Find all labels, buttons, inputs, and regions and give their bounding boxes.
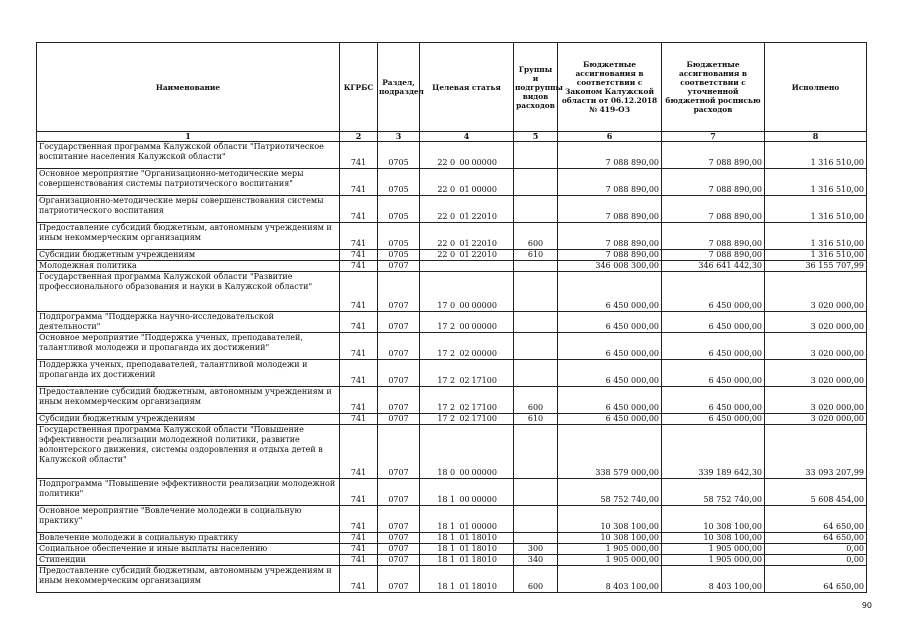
row-name: Основное мероприятие "Организационно-методические меры совершенствования системы патриотического воспитания" [37,169,340,196]
row-law-amount: 10 308 100,00 [558,506,662,533]
row-law-amount: 6 450 000,00 [558,333,662,360]
row-kgrbs: 741 [340,250,378,261]
row-refined-amount: 1 905 000,00 [662,544,765,555]
row-refined-amount: 339 189 642,30 [662,425,765,479]
target-article-part: 18010 [471,582,497,591]
target-article-part: 2 [449,414,456,423]
row-section: 0707 [378,555,420,566]
row-target-article [420,533,514,544]
target-article-part: 17100 [471,403,497,412]
row-kgrbs: 741 [340,312,378,333]
row-kgrbs: 741 [340,169,378,196]
row-expense-group [514,425,558,479]
row-executed-amount: 0,00 [765,544,867,555]
row-target-article [420,544,514,555]
row-name: Субсидии бюджетным учреждениям [37,250,340,261]
row-kgrbs: 741 [340,533,378,544]
row-refined-amount: 7 088 890,00 [662,196,765,223]
row-kgrbs: 741 [340,333,378,360]
column-number: 1 [37,132,340,142]
row-expense-group [514,142,558,169]
row-executed-amount: 3 020 000,00 [765,360,867,387]
table-row [37,479,867,506]
target-article-part: 2 [449,376,456,385]
row-name: Государственная программа Калужской области "Патриотическое воспитание населения Калужской области" [37,142,340,169]
table-row [37,544,867,555]
row-law-amount: 10 308 100,00 [558,533,662,544]
row-law-amount: 7 088 890,00 [558,250,662,261]
target-article-part: 2 [449,322,456,331]
target-article-part: 00000 [471,522,497,531]
row-refined-amount: 6 450 000,00 [662,414,765,425]
row-kgrbs: 741 [340,544,378,555]
row-target-article [420,250,514,261]
target-article-part: 01 [459,555,470,564]
target-article-part: 02 [459,403,470,412]
row-refined-amount: 8 403 100,00 [662,566,765,593]
column-number: 6 [558,132,662,142]
row-expense-group [514,169,558,196]
row-section: 0707 [378,387,420,414]
column-number: 3 [378,132,420,142]
row-kgrbs: 741 [340,555,378,566]
table-row [37,506,867,533]
table-row [37,566,867,593]
row-executed-amount: 36 155 707,99 [765,261,867,272]
row-expense-group: 610 [514,250,558,261]
column-number: 4 [420,132,514,142]
row-refined-amount: 6 450 000,00 [662,360,765,387]
row-section: 0705 [378,142,420,169]
row-refined-amount: 346 641 442,30 [662,261,765,272]
row-law-amount: 6 450 000,00 [558,414,662,425]
row-section: 0705 [378,223,420,250]
target-article-part: 22 [437,239,448,248]
row-section: 0707 [378,533,420,544]
page-number: 90 [861,601,872,610]
target-article-part: 18 [437,555,448,564]
row-kgrbs: 741 [340,566,378,593]
row-executed-amount: 5 608 454,00 [765,479,867,506]
row-executed-amount: 1 316 510,00 [765,169,867,196]
row-law-amount: 6 450 000,00 [558,312,662,333]
row-section: 0707 [378,261,420,272]
row-refined-amount: 1 905 000,00 [662,555,765,566]
row-law-amount: 8 403 100,00 [558,566,662,593]
row-refined-amount: 6 450 000,00 [662,387,765,414]
row-expense-group [514,196,558,223]
header-groups: Группы и подгруппы видов расходов [514,43,558,132]
row-expense-group: 600 [514,223,558,250]
row-name: Поддержка ученых, преподавателей, талантливой молодежи и пропаганда их достижений [37,360,340,387]
target-article-part: 18 [437,468,448,477]
row-law-amount: 7 088 890,00 [558,196,662,223]
row-law-amount: 6 450 000,00 [558,272,662,312]
header-refined: Бюджетные ассигнования в соответствии с уточненной бюджетной росписью расходов [662,43,765,132]
target-article-part: 01 [459,250,470,259]
row-kgrbs: 741 [340,506,378,533]
row-name: Стипендии [37,555,340,566]
row-kgrbs: 741 [340,387,378,414]
row-law-amount: 7 088 890,00 [558,223,662,250]
row-section: 0707 [378,479,420,506]
row-name: Предоставление субсидий бюджетным, автономным учреждениям и иным некоммерческим организациям [37,387,340,414]
target-article-part: 17100 [471,414,497,423]
target-article-part: 18 [437,533,448,542]
target-article-part: 0 [449,468,456,477]
row-expense-group [514,272,558,312]
row-target-article [420,555,514,566]
row-law-amount: 346 008 300,00 [558,261,662,272]
row-expense-group: 300 [514,544,558,555]
row-name: Вовлечение молодежи в социальную практику [37,533,340,544]
table-row [37,360,867,387]
header-law: Бюджетные ассигнования в соответствии с Законом Калужской области от 06.12.2018 № 419-ОЗ [558,43,662,132]
row-section: 0707 [378,312,420,333]
target-article-part: 00 [459,468,470,477]
target-article-part: 22 [437,250,448,259]
target-article-part: 18 [437,544,448,553]
row-refined-amount: 58 752 740,00 [662,479,765,506]
row-target-article [420,196,514,223]
row-name: Молодежная политика [37,261,340,272]
row-refined-amount: 6 450 000,00 [662,272,765,312]
row-section: 0707 [378,272,420,312]
target-article-part: 18 [437,495,448,504]
row-law-amount: 6 450 000,00 [558,360,662,387]
target-article-part: 17 [437,403,448,412]
target-article-part: 17 [437,349,448,358]
target-article-part: 18010 [471,544,497,553]
row-kgrbs: 741 [340,479,378,506]
table-row [37,414,867,425]
column-number: 5 [514,132,558,142]
header-target: Целевая статья [420,43,514,132]
table-row [37,555,867,566]
row-name: Государственная программа Калужской области "Повышение эффективности реализации молодежной политики, развитие волонтерского движения, системы оздоровления и отдыха детей в Калужской области" [37,425,340,479]
row-target-article [420,506,514,533]
target-article-part: 00000 [471,185,497,194]
target-article-part: 2 [449,403,456,412]
row-section: 0705 [378,196,420,223]
row-refined-amount: 7 088 890,00 [662,250,765,261]
row-executed-amount: 0,00 [765,555,867,566]
target-article-part: 00000 [471,349,497,358]
table-row [37,196,867,223]
table-row [37,261,867,272]
target-article-part: 01 [459,522,470,531]
row-expense-group [514,360,558,387]
row-section: 0707 [378,333,420,360]
header-name: Наименование [37,43,340,132]
target-article-part: 17100 [471,376,497,385]
target-article-part: 0 [449,185,456,194]
row-law-amount: 1 905 000,00 [558,544,662,555]
row-executed-amount: 1 316 510,00 [765,196,867,223]
table-row [37,333,867,360]
target-article-part: 00000 [471,301,497,310]
row-kgrbs: 741 [340,142,378,169]
table-row [37,169,867,196]
row-expense-group [514,261,558,272]
header-section: Раздел, подраздел [378,43,420,132]
row-target-article [420,425,514,479]
row-kgrbs: 741 [340,196,378,223]
table-row [37,387,867,414]
target-article-part: 00000 [471,468,497,477]
row-expense-group [514,479,558,506]
row-refined-amount: 7 088 890,00 [662,142,765,169]
row-target-article [420,312,514,333]
row-law-amount: 7 088 890,00 [558,142,662,169]
row-refined-amount: 10 308 100,00 [662,533,765,544]
row-refined-amount: 10 308 100,00 [662,506,765,533]
row-expense-group [514,312,558,333]
row-expense-group: 600 [514,387,558,414]
target-article-part: 18010 [471,555,497,564]
row-target-article [420,387,514,414]
target-article-part: 02 [459,414,470,423]
row-section: 0707 [378,506,420,533]
row-expense-group: 340 [514,555,558,566]
table-row [37,142,867,169]
target-article-part: 00 [459,322,470,331]
row-refined-amount: 6 450 000,00 [662,312,765,333]
target-article-part: 2 [449,349,456,358]
header-kgrbs: КГРБС [340,43,378,132]
row-refined-amount: 6 450 000,00 [662,333,765,360]
row-kgrbs: 741 [340,261,378,272]
table-row [37,312,867,333]
row-target-article [420,360,514,387]
target-article-part: 0 [449,301,456,310]
target-article-part: 18010 [471,533,497,542]
table-row [37,223,867,250]
row-executed-amount: 1 316 510,00 [765,142,867,169]
target-article-part: 1 [449,495,456,504]
target-article-part: 00 [459,158,470,167]
row-target-article [420,333,514,360]
target-article-part: 01 [459,212,470,221]
target-article-part: 1 [449,522,456,531]
row-executed-amount: 3 020 000,00 [765,333,867,360]
row-name: Подпрограмма "Повышение эффективности реализации молодежной политики" [37,479,340,506]
row-executed-amount: 33 093 207,99 [765,425,867,479]
target-article-part: 00000 [471,158,497,167]
target-article-part: 01 [459,544,470,553]
target-article-part: 02 [459,376,470,385]
target-article-part: 17 [437,376,448,385]
table-row [37,533,867,544]
row-expense-group [514,533,558,544]
row-name: Предоставление субсидий бюджетным, автономным учреждениям и иным некоммерческим организациям [37,223,340,250]
row-kgrbs: 741 [340,272,378,312]
row-refined-amount: 7 088 890,00 [662,223,765,250]
row-kgrbs: 741 [340,360,378,387]
row-executed-amount: 1 316 510,00 [765,223,867,250]
target-article-part: 00 [459,495,470,504]
row-name: Основное мероприятие "Поддержка ученых, преподавателей, талантливой молодежи и пропаганда их достижений" [37,333,340,360]
row-name: Основное мероприятие "Вовлечение молодежи в социальную практику" [37,506,340,533]
column-number: 7 [662,132,765,142]
row-section: 0705 [378,250,420,261]
row-law-amount: 7 088 890,00 [558,169,662,196]
row-section: 0705 [378,169,420,196]
target-article-part: 01 [459,185,470,194]
target-article-part: 0 [449,212,456,221]
target-article-part: 1 [449,582,456,591]
row-kgrbs: 741 [340,414,378,425]
target-article-part: 17 [437,414,448,423]
header-executed: Исполнено [765,43,867,132]
row-expense-group: 610 [514,414,558,425]
column-number: 2 [340,132,378,142]
table-row [37,272,867,312]
target-article-part: 17 [437,301,448,310]
target-article-part: 22 [437,185,448,194]
row-name: Субсидии бюджетным учреждениям [37,414,340,425]
table-body [37,142,867,593]
target-article-part: 0 [449,239,456,248]
target-article-part: 1 [449,533,456,542]
row-section: 0707 [378,414,420,425]
row-target-article [420,272,514,312]
row-section: 0707 [378,425,420,479]
target-article-part: 01 [459,533,470,542]
row-expense-group: 600 [514,566,558,593]
target-article-part: 00000 [471,495,497,504]
row-expense-group [514,506,558,533]
row-kgrbs: 741 [340,425,378,479]
row-executed-amount: 64 650,00 [765,566,867,593]
header-row [37,43,867,132]
target-article-part: 1 [449,555,456,564]
target-article-part: 01 [459,582,470,591]
budget-table [36,42,867,593]
row-executed-amount: 3 020 000,00 [765,387,867,414]
target-article-part: 00000 [471,322,497,331]
target-article-part: 18 [437,582,448,591]
row-executed-amount: 64 650,00 [765,533,867,544]
row-law-amount: 1 905 000,00 [558,555,662,566]
row-executed-amount: 3 020 000,00 [765,312,867,333]
row-executed-amount: 1 316 510,00 [765,250,867,261]
table-row [37,250,867,261]
row-name: Государственная программа Калужской области "Развитие профессионального образования и науки в Калужской области" [37,272,340,312]
row-law-amount: 6 450 000,00 [558,387,662,414]
target-article-part: 1 [449,544,456,553]
target-article-part: 18 [437,522,448,531]
row-section: 0707 [378,544,420,555]
row-law-amount: 338 579 000,00 [558,425,662,479]
table-row [37,425,867,479]
row-executed-amount: 3 020 000,00 [765,272,867,312]
target-article-part: 22 [437,158,448,167]
row-name: Организационно-методические меры совершенствования системы патриотического воспитания [37,196,340,223]
target-article-part: 02 [459,349,470,358]
target-article-part: 00 [459,301,470,310]
row-expense-group [514,333,558,360]
row-executed-amount: 64 650,00 [765,506,867,533]
target-article-part: 01 [459,239,470,248]
target-article-part: 22010 [471,239,497,248]
row-target-article [420,169,514,196]
row-target-article [420,261,514,272]
target-article-part: 17 [437,322,448,331]
row-refined-amount: 7 088 890,00 [662,169,765,196]
row-name: Социальное обеспечение и иные выплаты населению [37,544,340,555]
row-target-article [420,479,514,506]
target-article-part: 22 [437,212,448,221]
target-article-part: 22010 [471,212,497,221]
row-executed-amount: 3 020 000,00 [765,414,867,425]
row-section: 0707 [378,566,420,593]
target-article-part: 0 [449,158,456,167]
row-target-article [420,414,514,425]
target-article-part: 0 [449,250,456,259]
column-number-row [37,132,867,142]
row-target-article [420,566,514,593]
row-target-article [420,142,514,169]
row-kgrbs: 741 [340,223,378,250]
column-number: 8 [765,132,867,142]
row-target-article [420,223,514,250]
target-article-part: 22010 [471,250,497,259]
row-section: 0707 [378,360,420,387]
row-name: Предоставление субсидий бюджетным, автономным учреждениям и иным некоммерческим организациям [37,566,340,593]
row-name: Подпрограмма "Поддержка научно-исследовательской деятельности" [37,312,340,333]
row-law-amount: 58 752 740,00 [558,479,662,506]
